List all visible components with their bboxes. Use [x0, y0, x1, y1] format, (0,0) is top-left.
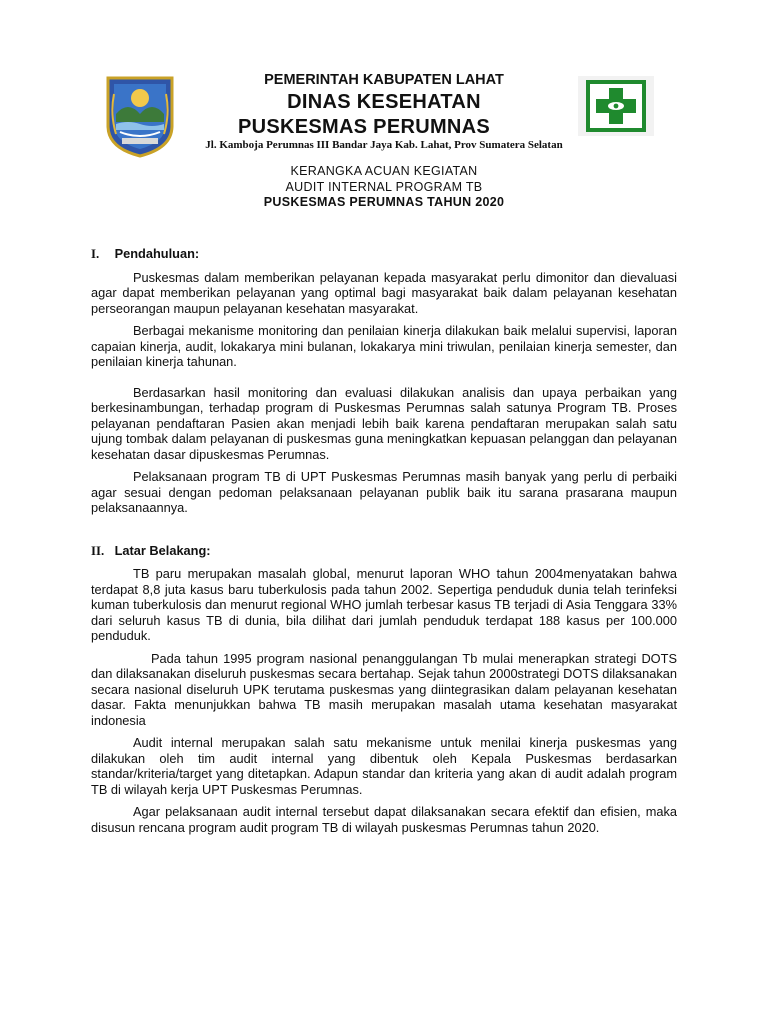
- section-title-2: Latar Belakang:: [114, 542, 211, 558]
- section-title-1: Pendahuluan:: [114, 246, 200, 261]
- government-name: PEMERINTAH KABUPATEN LAHAT: [264, 72, 504, 88]
- section-heading-2: [91, 543, 677, 560]
- section-number-2: II.: [91, 543, 105, 558]
- office-name: DINAS KESEHATAN: [287, 91, 481, 113]
- section-heading-1: [91, 246, 677, 263]
- paragraph: Pelaksanaan program TB di UPT Puskesmas Perumnas masih banyak yang perlu di perbaiki agar sesuai dengan pedoman pelaksanaan pelayanan publik baik itu sarana prasarana maupun pelaksanaannya.: [91, 469, 677, 515]
- paragraph: Audit internal merupakan salah satu mekanisme untuk menilai kinerja puskesmas yang dilakukan oleh tim audit internal yang dibentuk oleh Kepala Puskesmas berdasarkan standar/kriteria/target yang ditetapkan. Adapun standar dan kriteria yang akan di audit adalah program TB di wilayah kerja UPT Puskesmas Perumnas.: [91, 735, 677, 797]
- section-number-1: I.: [91, 247, 100, 261]
- title-line-3: PUSKESMAS PERUMNAS TAHUN 2020: [263, 195, 505, 209]
- address: Jl. Kamboja Perumnas III Bandar Jaya Kab. Lahat, Prov Sumatera Selatan: [205, 139, 563, 151]
- letterhead: [150, 70, 618, 139]
- title-line-2: AUDIT INTERNAL PROGRAM TB: [285, 179, 483, 194]
- paragraph: Puskesmas dalam memberikan pelayanan kepada masyarakat perlu dimonitor dan dievaluasi agar dapat memberikan pelayanan yang optimal bagi masyarakat baik dalam pelayanan kesehatan perseorangan maupun pelayanan kesehatan masyarakat.: [91, 269, 677, 316]
- paragraph: Berdasarkan hasil monitoring dan evaluasi dilakukan analisis dan upaya perbaikan yang berkesinambungan, terhadap program di Puskesmas Perumnas salah satunya Program TB. Proses pelayanan pendaftaran Pasien akan menjadi lebih baik karena pendaftaran merupakan salah satu ujung tombak dalam pelayanan di puskesmas guna meningkatkan kepuasan pelanggan dan pelayanan kesehatan dasar dipuskesmas Perumnas.: [91, 384, 677, 462]
- title-line-1: KERANGKA ACUAN KEGIATAN: [290, 164, 478, 178]
- document-body: [91, 246, 677, 842]
- paragraph: Berbagai mekanisme monitoring dan penilaian kinerja dilakukan baik melalui supervisi, laporan capaian kinerja, audit, lokakarya mini bulanan, lokakarya mini triwulan, penilaian kinerja semester, dan penilaian kinerja tahunan.: [91, 323, 677, 369]
- document-title: [134, 164, 634, 211]
- paragraph: Pada tahun 1995 program nasional penanggulangan Tb mulai menerapkan strategi DOTS dan dilaksanakan diseluruh puskesmas secara bertahap. Sejak tahun 2000strategi DOTS dilaksanakan secara nasional diseluruh UPK terutama puskesmas yang diintegrasikan dalam pelayanan kesehatan dasar. Fakta menunjukkan bahwa TB masih merupakan masalah utama kesehatan masyarakat indonesia: [91, 650, 677, 728]
- puskesmas-name: PUSKESMAS PERUMNAS: [237, 116, 491, 138]
- paragraph: TB paru merupakan masalah global, menurut laporan WHO tahun 2004menyatakan bahwa terdapat 8,8 juta kasus baru tuberkulosis pada tahun 2002. Sepertiga penduduk dunia telah terinfeksi kuman tuberkulosis dan menurut regional WHO jumlah terbesar kasus TB terjadi di Asia Tenggara 33% dari seluruh kasus TB di dunia, bila dilihat dari jumlah penduduk terdapat 188 kasus per 100.000 penduduk.: [91, 566, 677, 643]
- paragraph: Agar pelaksanaan audit internal tersebut dapat dilaksanakan secara efektif dan efisien, maka disusun rencana program audit program TB di wilayah puskesmas Perumnas tahun 2020.: [91, 804, 677, 835]
